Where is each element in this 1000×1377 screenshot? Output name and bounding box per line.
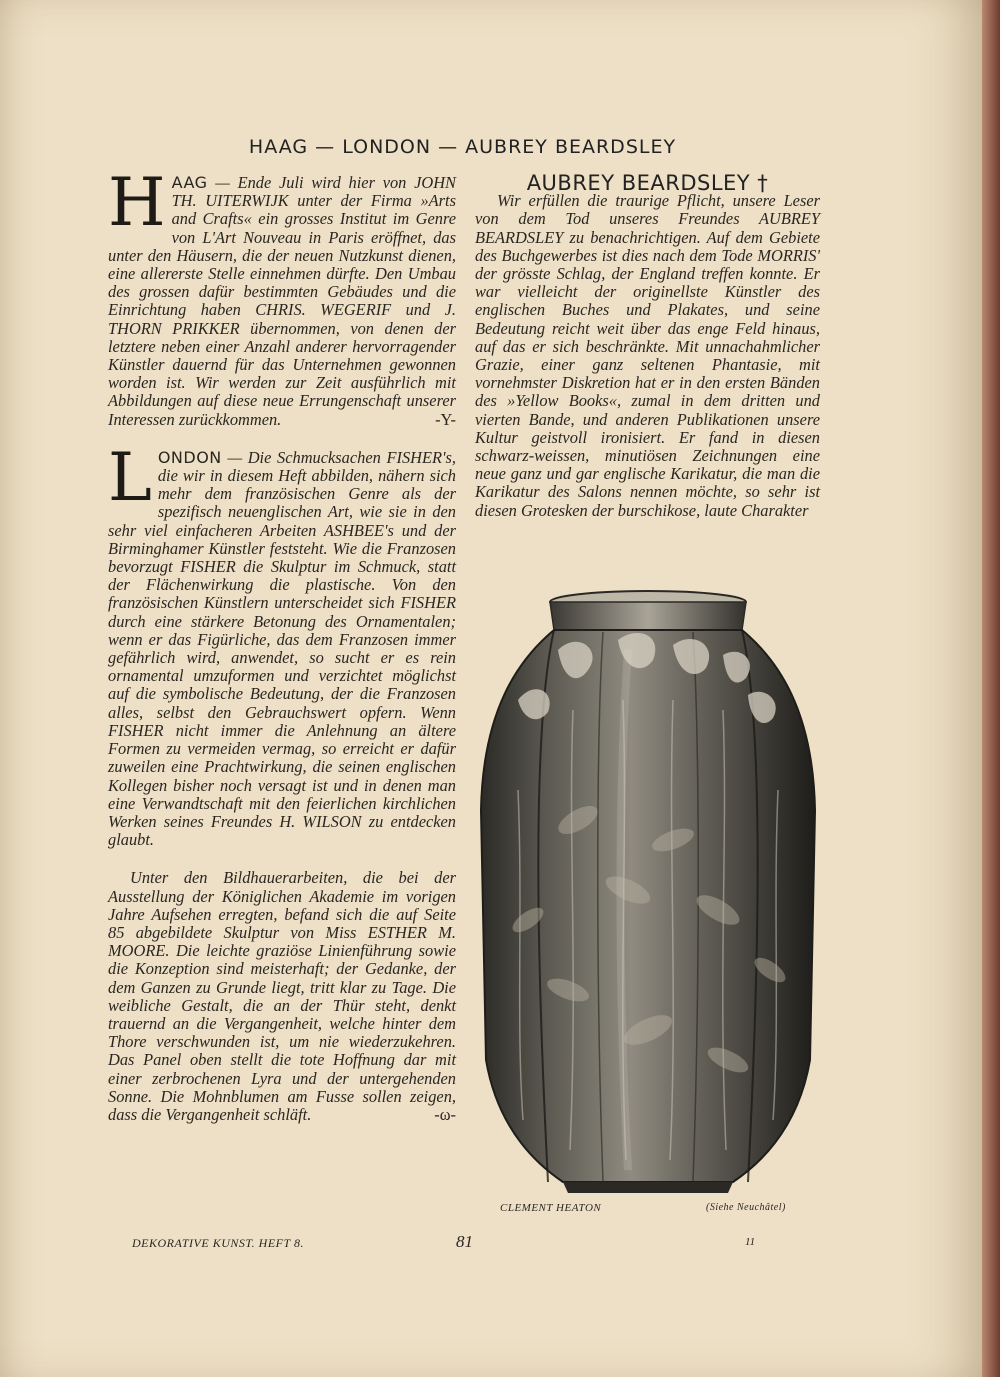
haag-drop-cap: H [108, 164, 166, 241]
london-section [108, 438, 456, 850]
haag-end-mark: -Y- [435, 409, 456, 429]
haag-text: — Ende Juli wird hier von JOHN TH. UITERWIJK unter der Firma »Arts and Crafts« ein grosses Institut im Genre von L'Art Nouveau in Paris eröffnet, das unter den Häusern, die der neuen Nutzkunst dienen, eine allererste Stelle einnehmen dürfte. Den Umbau des grossen dafür bestimmten Gebäudes und die Einrichtung haben CHRIS. WEGERIF und J. THORN PRIKKER übernommen, von denen der letztere neben einer Anzahl anderer hervorragender Künstler dauernd für das Unternehmen gewonnen worden ist. Wir werden zur Zeit ausführlich mit Abbildungen auf diese neue Errungenschaft unserer Interessen zurückkommen. [108, 173, 456, 429]
sculpture-end-mark: -ω- [434, 1104, 456, 1124]
left-column [108, 164, 456, 1124]
london-drop-cap: L [108, 438, 152, 516]
caption-note: (Siehe Neuchâtel) [706, 1202, 786, 1213]
beardsley-text: Wir erfüllen die traurige Pflicht, unsere Leser von dem Tod unseres Freundes AUBREY BEARDSLEY zu benachrichtigen. Auf dem Gebiete des Buchgewerbes ist dies nach dem Tode MORRIS' der grösste Schlag, der England treffen konnte. Er war vielleicht der originellste Künstler des englischen Buches und Plakates, und seine Bedeutung reicht weit über das enge Feld hinaus, auf das er sich beschränkte. Mit unnachahmlicher Grazie, einer ganz seltenen Phantasie, mit vornehmster Diskretion hat er in den ersten Bänden des »Yellow Books«, zumal in dem dritten und vierten Bande, und anderen Publikationen unsere Kultur geistvoll ironisiert. Er fand in diesen schwarz-weissen, minutiösen Zeichnungen eine neue ganz und gar englische Karikatur, die man die Karikatur des Salons nennen möchte, so sehr ist diesen Grotesken der burschikose, laute Charakter [475, 191, 820, 520]
vase-illustration [478, 590, 818, 1195]
london-text: — Die Schmucksachen FISHER's, die wir in diesem Heft abbilden, nähern sich mehr dem französischen Genre als der spezifisch neuenglischen Art, wie sie in den sehr viel einfacheren Arbeiten ASHBEE's und der Birminghamer Künstler feststeht. Wie die Franzosen bevorzugt FISHER die Skulptur im Schmuck, statt der Flächenwirkung die plastische. Von den französischen Künstlern unterscheidet sich FISHER durch eine stärkere Betonung des Ornamentalen; wenn er das Figürliche, das dem Franzosen immer gefährlich wird, anwendet, so sucht er es rein ornamental umzuformen und verzichtet möglichst auf die symbolische Bedeutung, der die Franzosen alles, selbst den Gebrauchswert opfern. Wenn FISHER nicht immer die Anlehnung an ältere Formen zu vermeiden vermag, so erreicht er dafür zuweilen eine Prachtwirkung, die seinen englischen Kollegen bisher noch versagt ist und in denen man eine Verwandtschaft mit den feierlichen kirchlichen Werken seines Freundes H. WILSON zu entdecken glaubt. [108, 447, 456, 850]
signature-mark: 11 [745, 1236, 756, 1248]
page-header: HAAG — LONDON — AUBREY BEARDSLEY [248, 136, 677, 158]
sculpture-section [108, 869, 456, 1124]
journal-footer: DEKORATIVE KUNST. HEFT 8. [132, 1236, 304, 1250]
haag-lead: AAG [171, 173, 208, 192]
book-binding [982, 0, 1000, 1377]
london-lead: ONDON [157, 447, 222, 467]
caption-artist: CLEMENT HEATON [500, 1202, 602, 1214]
sculpture-text: Unter den Bildhauerarbeiten, die bei der Ausstellung der Königlichen Akademie im vorigen Jahre Aufsehen erregten, befand sich die auf Seite 85 abgebildete Skulptur von Miss ESTHER M. MOORE. Die leichte graziöse Linienführung sowie die Konzeption sind meisterhaft; der Gedanke, der dem Ganzen zu Grunde liegt, tritt klar zu Tage. Die weibliche Gestalt, die an der Thür steht, denkt trauernd an die Vergangenheit, welche hinter dem Thore verschwunden ist, um nie wiederzukehren. Das Panel oben stellt die tote Hoffnung dar mit einer zerbrochenen Lyra und der untergehenden Sonne. Die Mohnblumen am Fusse sollen zeigen, dass die Vergangenheit schläft. [108, 868, 456, 1124]
haag-section [108, 164, 456, 429]
beardsley-title: AUBREY BEARDSLEY † [526, 171, 769, 195]
page-number: 81 [456, 1232, 473, 1251]
right-column [475, 171, 820, 520]
